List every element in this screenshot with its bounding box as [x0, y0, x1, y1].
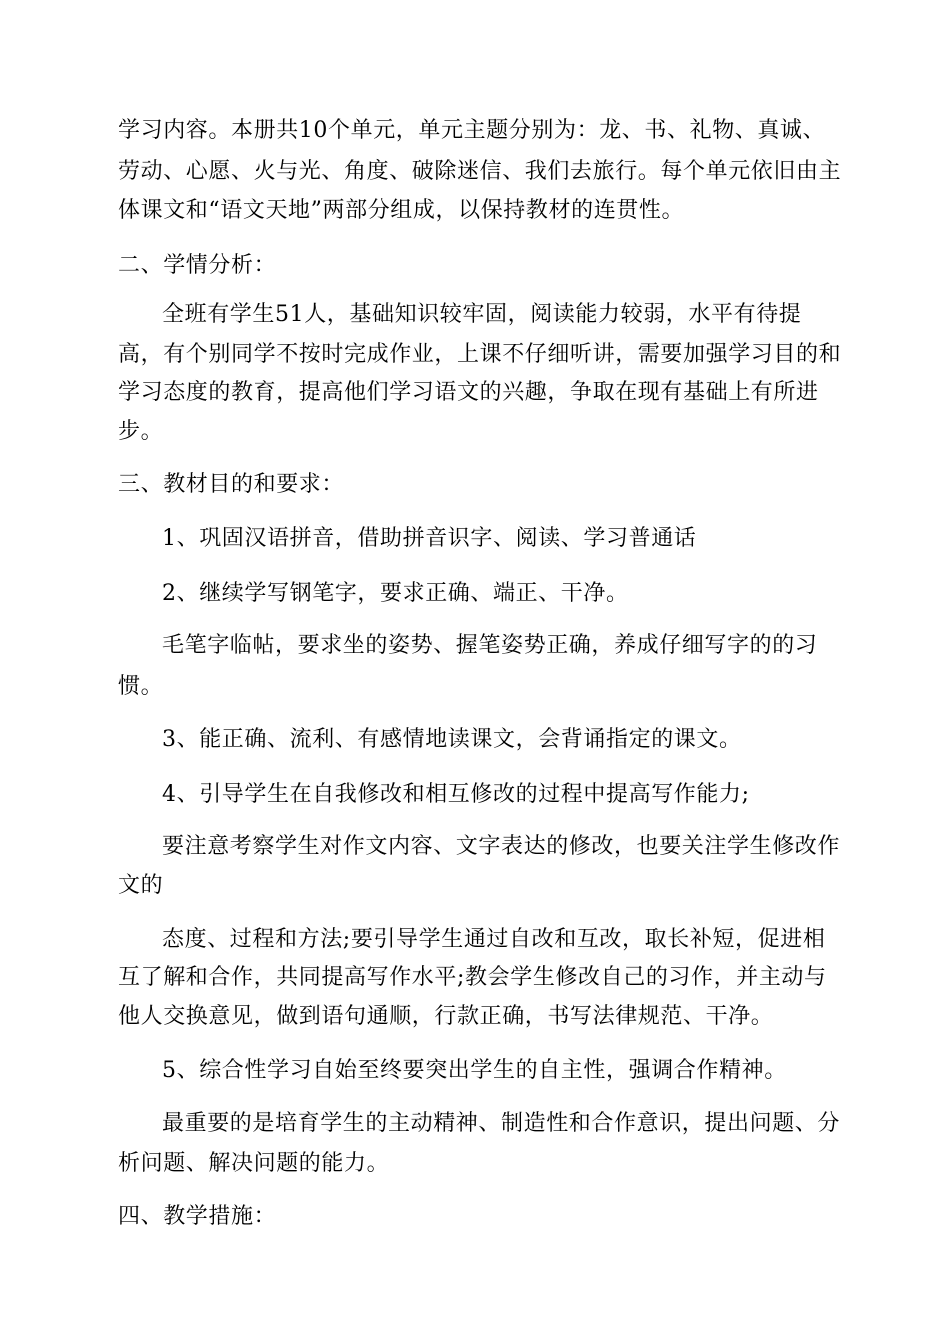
list-item: 4、引导学生在自我修改和相互修改的过程中提高写作能力;	[162, 782, 750, 807]
paragraph-line: 学习内容。本册共10个单元，单元主题分别为：龙、书、礼物、真诚、	[118, 118, 826, 143]
paragraph-line: 他人交换意见，做到语句通顺，行款正确，书写法律规范、干净。	[118, 1004, 774, 1029]
section-heading: 二、学情分析：	[118, 253, 277, 278]
paragraph-line: 互了解和合作，共同提高写作水平;教会学生修改自己的习作，并主动与	[118, 965, 827, 990]
paragraph-line: 态度、过程和方法;要引导学生通过自改和互改，取长补短，促进相	[162, 927, 826, 952]
list-item: 3、能正确、流利、有感情地读课文，会背诵指定的课文。	[162, 727, 742, 752]
paragraph-line: 劳动、心愿、火与光、角度、破除迷信、我们去旅行。每个单元依旧由主	[118, 159, 842, 184]
paragraph-line: 学习态度的教育，提高他们学习语文的兴趣，争取在现有基础上有所进	[118, 380, 819, 405]
section-heading: 四、教学措施：	[118, 1204, 277, 1229]
list-item: 5、综合性学习自始至终要突出学生的自主性，强调合作精神。	[162, 1058, 787, 1083]
paragraph-line: 高，有个别同学不按时完成作业，上课不仔细听讲，需要加强学习目的和	[118, 342, 842, 367]
list-item: 1、巩固汉语拼音，借助拼音识字、阅读、学习普通话	[162, 526, 697, 551]
paragraph-line: 最重要的是培育学生的主动精神、制造性和合作意识，提出问题、分	[162, 1111, 841, 1136]
paragraph-line: 惯。	[118, 674, 164, 699]
list-item: 2、继续学写钢笔字，要求正确、端正、干净。	[162, 581, 629, 606]
paragraph-line: 体课文和“语文天地”两部分组成，以保持教材的连贯性。	[118, 198, 685, 223]
paragraph-line: 步。	[118, 419, 164, 444]
section-heading: 三、教材目的和要求：	[118, 472, 345, 497]
paragraph-line: 析问题、解决问题的能力。	[118, 1151, 390, 1176]
paragraph-line: 全班有学生51人，基础知识较牢固，阅读能力较弱，水平有待提	[162, 302, 802, 327]
paragraph-line: 文的	[118, 873, 164, 898]
paragraph-line: 毛笔字临帖，要求坐的姿势、握笔姿势正确，养成仔细写字的的习	[162, 633, 818, 658]
paragraph-line: 要注意考察学生对作文内容、文字表达的修改，也要关注学生修改作	[162, 834, 841, 859]
